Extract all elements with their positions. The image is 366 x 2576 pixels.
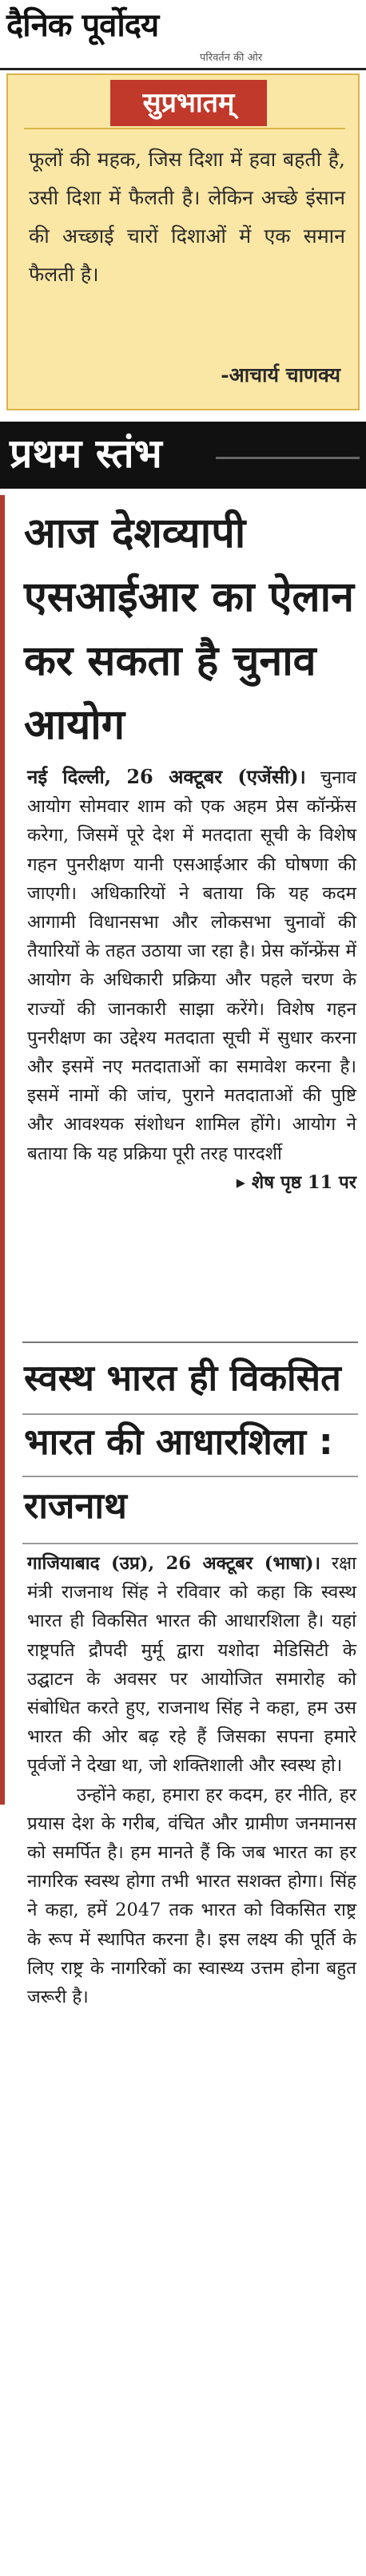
story1-body: [27, 763, 356, 1197]
newspaper-logo: [6, 2, 158, 46]
headline-rule: [22, 1413, 358, 1415]
story2-dateline: गाजियाबाद (उप्र), 26 अक्टूबर (भाषा)।: [27, 1553, 321, 1574]
logo-text: दैनिक पूर्वोदय: [6, 6, 159, 44]
thought-attribution: -आचार्य चाणक्य: [221, 363, 340, 386]
section-rule: [216, 457, 360, 459]
masthead: [0, 0, 366, 70]
thought-of-the-day-box: [6, 73, 360, 410]
story-accent-bar: [0, 495, 5, 1805]
headline-rule: [22, 1476, 358, 1477]
thought-divider: [24, 128, 345, 129]
section-header: [0, 422, 366, 489]
masthead-tagline: परिवर्तन की ओर: [200, 52, 263, 64]
section-title: प्रथम स्तंभ: [10, 430, 162, 477]
story1-text: चुनाव आयोग सोमवार शाम को एक अहम प्रेस कॉन्फ्रेंस करेगा, जिसमें पूरे देश में मतदाता सूची के विशेष गहन पुनरीक्षण यानी एसआईआर की घोषणा की जाएगी। अधिकारियों ने बताया कि यह कदम आगामी विधानसभा और लोकसभा चुनावों की तैयारियों के तहत उठाया जा रहा है। प्रेस कॉन्फ्रेंस में आयोग के अधिकारी प्रक्रिया और पहले चरण के राज्यों की जानकारी साझा करेंगे। विशेष गहन पुनरीक्षण का उद्देश्य मतदाता सूची में सुधार करना और इसमें नए मतदाताओं का समावेश करना है। इसमें नामों की जांच, पुराने मतदाताओं की पुष्टि और आवश्यक संशोधन शामिल होंगे। आयोग ने बताया कि यह प्रक्रिया पूरी तरह पारदर्शी: [27, 767, 356, 1164]
story1-continued-link[interactable]: ▸ शेष पृष्ठ 11 पर: [236, 1171, 356, 1193]
story-divider: [22, 1342, 358, 1343]
story2-paragraph-1: [27, 1549, 356, 1781]
headline-rule: [22, 1543, 358, 1544]
story1-headline[interactable]: आज देशव्यापी एसआईआर का ऐलान कर सकता है चुनाव आयोग: [24, 509, 354, 749]
thought-heading: सुप्रभातम्: [110, 80, 267, 126]
story2-text-1: रक्षा मंत्री राजनाथ सिंह ने रविवार को कहा कि स्वस्थ भारत ही विकसित भारत की आधारशिला है। यहां राष्ट्रपति द्रौपदी मुर्मू द्वारा यशोदा मेडिसिटी के उद्घाटन के अवसर पर आयोजित समारोह को संबोधित करते हुए, राजनाथ सिंह ने कहा, हम उस भारत की ओर बढ़ रहे हैं जिसका सपना हमारे पूर्वजों ने देखा था, जो शक्तिशाली और स्वस्थ हो।: [27, 1553, 357, 1777]
story2-headline[interactable]: स्वस्थ भारत ही विकसित भारत की आधारशिला : राजनाथ: [24, 1357, 341, 1527]
thought-text: फूलों की महक, जिस दिशा में हवा बहती है, उसी दिशा में फैलती है। लेकिन अच्छे इंसान की अच्छाई चारों दिशाओं में एक समान फैलती है।: [29, 148, 345, 286]
story2-body: [27, 1549, 356, 2011]
story2-paragraph-2: उन्होंने कहा, हमारा हर कदम, हर नीति, हर प्रयास देश के गरीब, वंचित और ग्रामीण जनमानस को समर्पित है। हम मानते हैं कि जब भारत का हर नागरिक स्वस्थ होगा तभी भारत सशक्त होगा। सिंह ने कहा, हमें 2047 तक भारत को विकसित राष्ट्र के रूप में स्थापित करना है। इस लक्ष्य की पूर्ति के लिए राष्ट्र के नागरिकों का स्वास्थ्य उत्तम होना बहुत जरूरी है।: [27, 1784, 356, 2008]
story1-dateline: नई दिल्ली, 26 अक्टूबर (एजेंसी)।: [27, 765, 306, 788]
